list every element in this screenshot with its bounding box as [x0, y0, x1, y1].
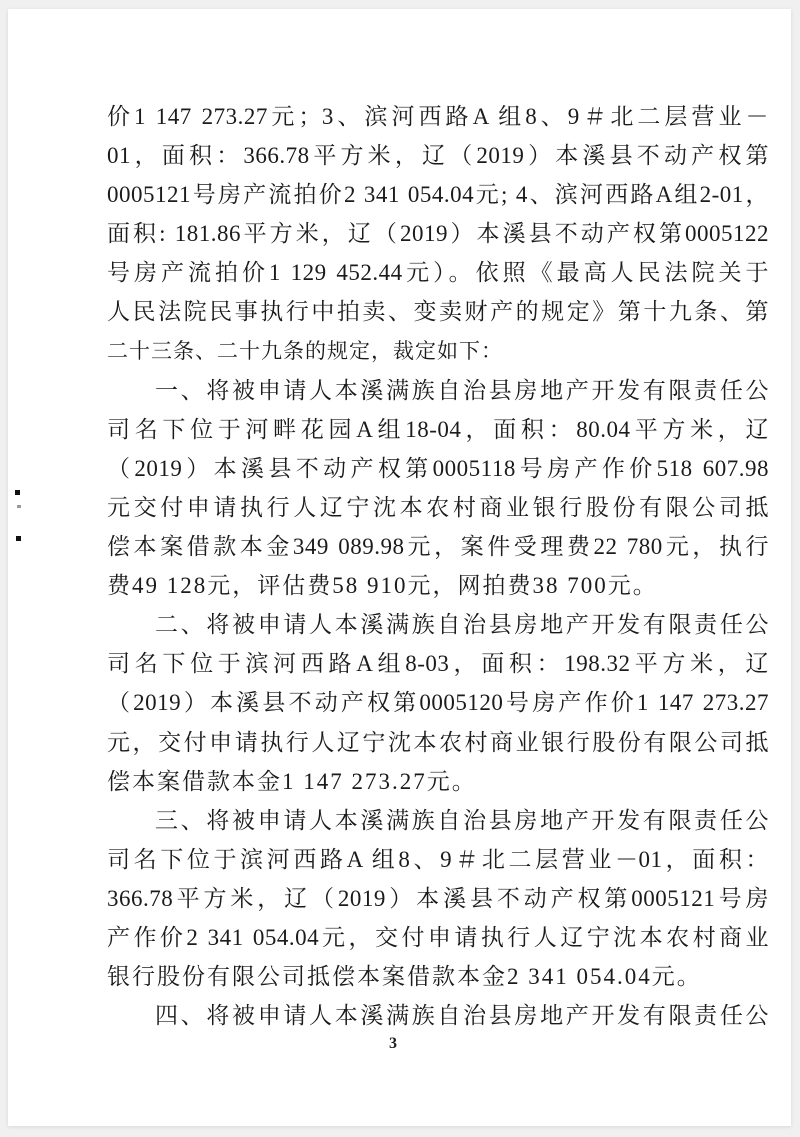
text-line: 三、将被申请人本溪满族自治县房地产开发有限责任公	[155, 807, 769, 833]
text-line: 费49 128元，评估费58 910元，网拍费38 700元。	[107, 573, 658, 599]
text-line: 司名下位于滨河西路A 组8、9＃北二层营业－01，面积：	[107, 846, 769, 872]
text-line: 元，交付申请执行人辽宁沈本农村商业银行股份有限公司抵	[107, 729, 769, 755]
text-line: 司名下位于河畔花园A组18-04，面积：80.04平方米，辽	[107, 416, 769, 442]
text-line: 二、将被申请人本溪满族自治县房地产开发有限责任公	[155, 612, 769, 638]
text-line: 司名下位于滨河西路A组8-03，面积：198.32平方米，辽	[107, 651, 769, 677]
text-line: 一、将被申请人本溪满族自治县房地产开发有限责任公	[155, 377, 769, 403]
text-line: 价1 147 273.27元；3、滨河西路A 组8、9＃北二层营业－	[107, 104, 769, 129]
page-number: 3	[389, 1035, 397, 1052]
margin-mark	[17, 505, 21, 508]
document-page	[8, 9, 791, 1126]
margin-mark	[16, 536, 21, 541]
text-line: 面积: 181.86平方米，辽（2019）本溪县不动产权第0005122	[107, 221, 769, 247]
text-line: 号房产流拍价1 129 452.44元）。依照《最高人民法院关于	[107, 260, 769, 286]
text-line: （2019）本溪县不动产权第0005120号房产作价1 147 273.27	[107, 690, 769, 716]
text-line: 产作价2 341 054.04元，交付申请执行人辽宁沈本农村商业	[107, 924, 769, 950]
text-line: （2019）本溪县不动产权第0005118号房产作价518 607.98	[107, 455, 769, 481]
text-line: 366.78平方米，辽（2019）本溪县不动产权第0005121号房	[107, 885, 769, 911]
text-line: 银行股份有限公司抵偿本案借款本金2 341 054.04元。	[107, 964, 702, 990]
text-line: 人民法院民事执行中拍卖、变卖财产的规定》第十九条、第	[107, 299, 769, 325]
text-line: 偿本案借款本金1 147 273.27元。	[107, 768, 477, 794]
text-line: 偿本案借款本金349 089.98元，案件受理费22 780元，执行	[107, 534, 769, 560]
text-line: 四、将被申请人本溪满族自治县房地产开发有限责任公	[155, 1003, 769, 1029]
document-body	[107, 97, 769, 1035]
margin-mark	[15, 490, 20, 495]
text-line: 二十三条、二十九条的规定，裁定如下：	[107, 338, 503, 363]
text-line: 元交付申请执行人辽宁沈本农村商业银行股份有限公司抵	[107, 494, 769, 520]
text-line: 01，面积：366.78平方米，辽（2019）本溪县不动产权第	[107, 143, 769, 169]
text-line: 0005121号房产流拍价2 341 054.04元; 4、滨河西路A组2-01，	[107, 182, 769, 208]
